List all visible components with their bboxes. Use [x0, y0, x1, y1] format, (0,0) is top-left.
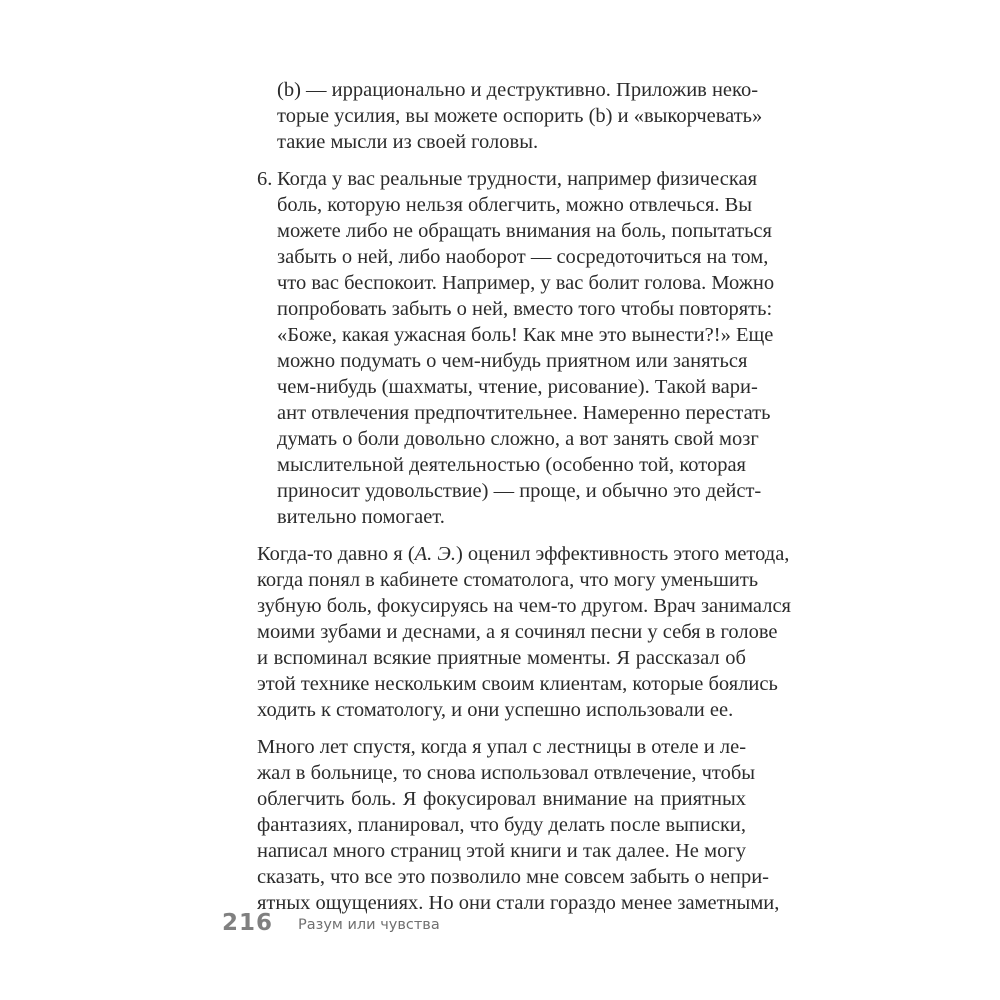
list-item-line: что вас беспокоит. Например, у вас болит голова. Можно — [277, 272, 775, 294]
paragraph-line: когда понял в кабинете стоматолога, что могу уменьшить — [257, 569, 759, 591]
list-item-line: ант отвлечения предпочтительнее. Намеренно перестать — [277, 402, 771, 424]
continuation-line: (b) — иррационально и деструктивно. Приложив неко- — [277, 79, 759, 101]
paragraph-line: этой технике нескольким своим клиентам, которые боялись — [257, 673, 778, 695]
list-item-line: забыть о ней, либо наоборот — сосредоточиться на том, — [277, 246, 769, 268]
list-item-line: приносит удовольствие) — проще, и обычно это дейст- — [277, 480, 762, 502]
list-item-number: 6. — [257, 168, 273, 190]
list-item-line: чем-нибудь (шахматы, чтение, рисование). Такой вари- — [277, 376, 758, 398]
paragraph-line: моими зубами и деснами, а я сочинял песни у себя в голове — [257, 621, 778, 643]
list-item-line: «Боже, какая ужасная боль! Как мне это вынести?!» Еще — [277, 324, 774, 346]
paragraph-line: написал много страниц этой книги и так далее. Не могу — [257, 840, 746, 862]
paragraph-line: фантазиях, планировал, что буду делать после выписки, — [257, 814, 746, 836]
list-item-line: попробовать забыть о ней, вместо того чтобы повторять: — [277, 298, 773, 320]
paragraph-line: сказать, что все это позволило мне совсем забыть о непри- — [257, 866, 769, 888]
continuation-line: такие мысли из своей головы. — [277, 131, 539, 153]
list-item-line: вительно помогает. — [277, 506, 445, 528]
paragraph-line: зубную боль, фокусируясь на чем-то другом. Врач занимался — [257, 595, 791, 617]
paragraph-line — [257, 541, 790, 567]
paragraph-line: Много лет спустя, когда я упал с лестницы в отеле и ле- — [257, 736, 747, 758]
list-item-line: боль, которую нельзя облегчить, можно отвлечься. Вы — [277, 194, 753, 216]
page-number: 216 — [222, 910, 274, 936]
paragraph-line: облегчить боль. Я фокусировал внимание на приятных — [257, 788, 746, 810]
paragraph-line: ходить к стоматологу, и они успешно использовали ее. — [257, 699, 734, 721]
list-item-line: думать о боли довольно сложно, а вот занять свой мозг — [277, 428, 759, 450]
list-item-line: мыслительной деятельностью (особенно той, которая — [277, 454, 746, 476]
author-initials: А. Э. — [414, 543, 456, 565]
list-item-line: можете либо не обращать внимания на боль, попытаться — [277, 220, 772, 242]
paragraph-text: ) оценил эффективность этого метода, — [455, 543, 790, 565]
running-title: Разум или чувства — [298, 917, 440, 933]
paragraph-line: ятных ощущениях. Но они стали гораздо менее заметными, — [257, 892, 780, 914]
continuation-line: торые усилия, вы можете оспорить (b) и «выкорчевать» — [277, 105, 763, 127]
list-item-line: можно подумать о чем-нибудь приятном или заняться — [277, 350, 748, 372]
paragraph-line: и вспоминал всякие приятные моменты. Я рассказал об — [257, 647, 746, 669]
paragraph-text: Когда-то давно я ( — [257, 543, 415, 565]
paragraph-line: жал в больнице, то снова использовал отвлечение, чтобы — [257, 762, 756, 784]
list-item-line: Когда у вас реальные трудности, например физическая — [277, 168, 758, 190]
